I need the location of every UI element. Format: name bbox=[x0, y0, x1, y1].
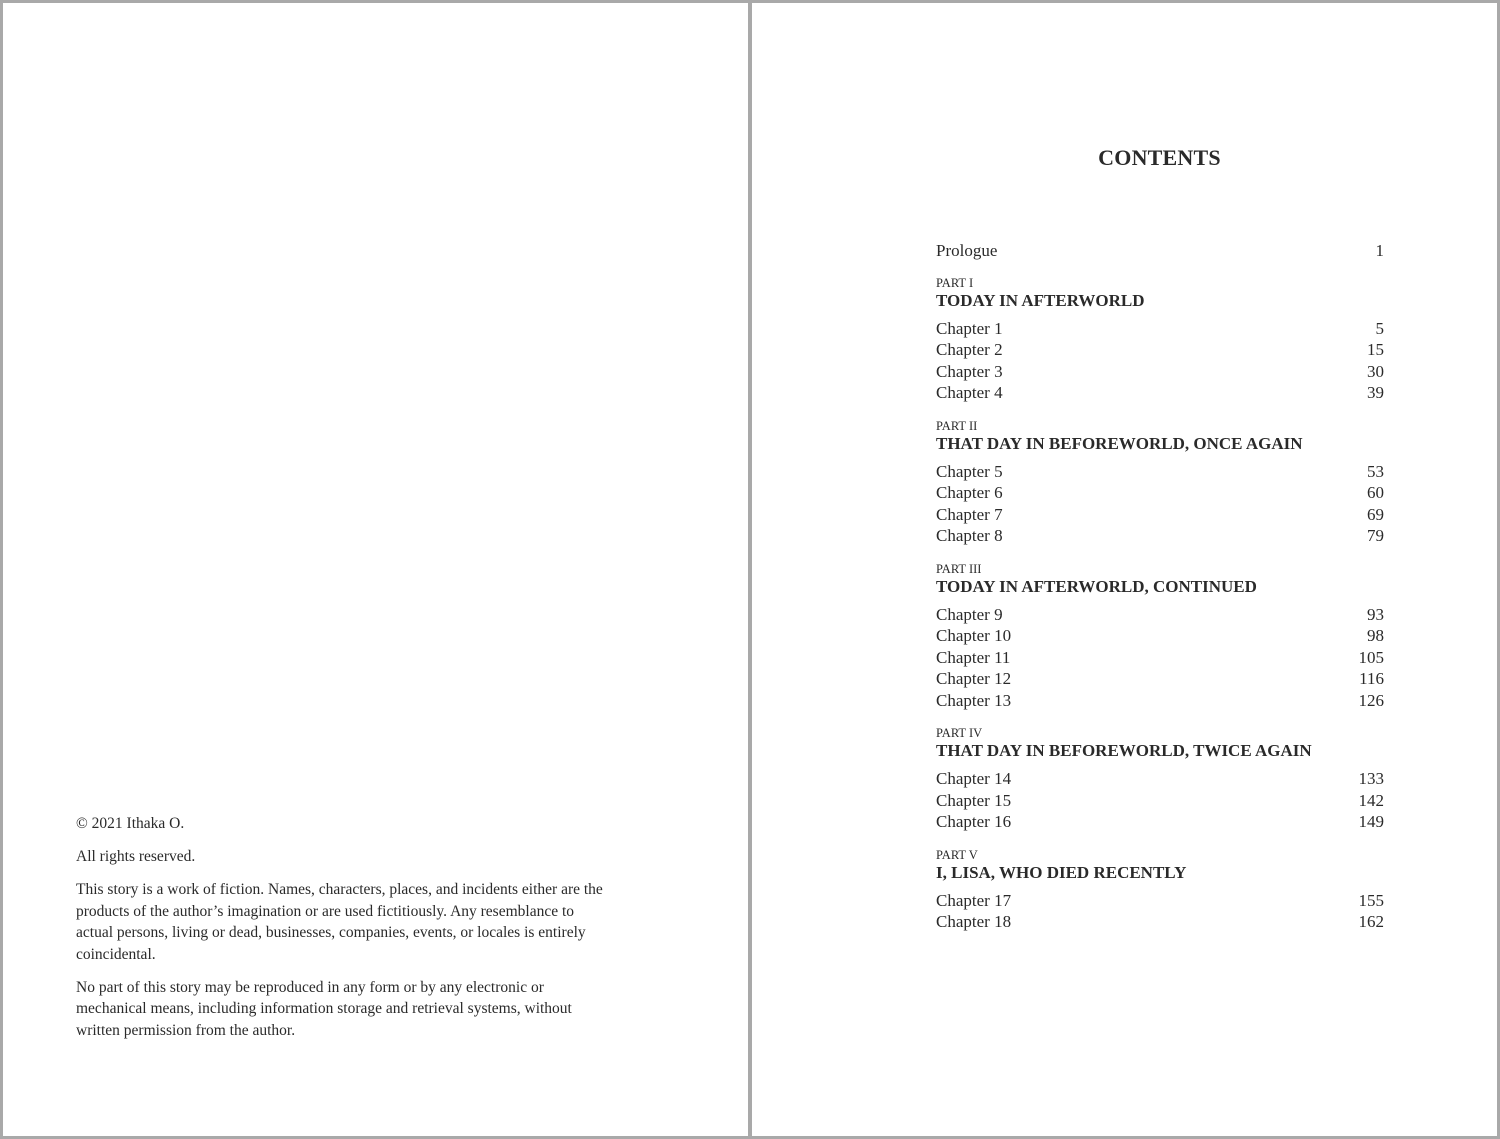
toc-entry-prologue[interactable] bbox=[936, 240, 1384, 262]
toc-entry-label: Chapter 12 bbox=[936, 669, 1012, 688]
toc-entry-page: 93 bbox=[1367, 604, 1384, 624]
copyright-page bbox=[3, 3, 748, 1136]
toc-entry-label: Chapter 5 bbox=[936, 461, 1003, 481]
toc-entry-label: Prologue bbox=[936, 241, 998, 260]
toc-entry-page: 79 bbox=[1367, 526, 1384, 545]
rights-line: All rights reserved. bbox=[76, 848, 196, 865]
part-title: TODAY IN AFTERWORLD bbox=[936, 290, 1145, 310]
toc-entry-page: 30 bbox=[1367, 361, 1384, 381]
part-label: PART III bbox=[936, 561, 982, 576]
toc-entry-page: 105 bbox=[1358, 647, 1384, 667]
toc-entry-page: 69 bbox=[1367, 504, 1384, 524]
toc-entry-chapter-2[interactable] bbox=[936, 339, 1384, 361]
toc-entry-page: 155 bbox=[1358, 890, 1384, 910]
toc-part-3 bbox=[936, 562, 1384, 712]
toc-entry-page: 1 bbox=[1375, 241, 1384, 260]
reproduction-notice: No part of this story may be reproduced in any form or by any electronic or mechanical means, including information storage and retrieval systems, without written permission from the author. bbox=[76, 978, 572, 1039]
toc-entry-label: Chapter 18 bbox=[936, 912, 1012, 931]
toc-entry-chapter-1[interactable] bbox=[936, 318, 1384, 340]
part-title: THAT DAY IN BEFOREWORLD, ONCE AGAIN bbox=[936, 433, 1303, 453]
toc-entry-page: 98 bbox=[1367, 626, 1384, 645]
part-title: TODAY IN AFTERWORLD, CONTINUED bbox=[936, 576, 1257, 596]
toc-entry-chapter-14[interactable] bbox=[936, 768, 1384, 790]
toc-part-5 bbox=[936, 848, 1384, 933]
toc-entry-chapter-12[interactable] bbox=[936, 668, 1384, 690]
toc-entry-chapter-11[interactable] bbox=[936, 647, 1384, 669]
toc-entry-chapter-7[interactable] bbox=[936, 504, 1384, 526]
toc-entry-chapter-5[interactable] bbox=[936, 461, 1384, 483]
copyright-block bbox=[76, 813, 611, 1053]
toc-entry-page: 133 bbox=[1358, 769, 1384, 788]
toc-entry-page: 53 bbox=[1367, 461, 1384, 481]
part-label: PART II bbox=[936, 418, 978, 433]
toc-part-1 bbox=[936, 276, 1384, 404]
table-of-contents bbox=[936, 240, 1384, 948]
part-label: PART IV bbox=[936, 726, 983, 740]
toc-entry-chapter-18[interactable] bbox=[936, 911, 1384, 933]
contents-title: CONTENTS bbox=[1098, 145, 1221, 170]
part-title: I, LISA, WHO DIED RECENTLY bbox=[936, 862, 1187, 882]
copyright-line: © 2021 Ithaka O. bbox=[76, 815, 185, 832]
toc-entry-chapter-10[interactable] bbox=[936, 625, 1384, 647]
toc-entry-page: 162 bbox=[1358, 912, 1384, 931]
part-title: THAT DAY IN BEFOREWORLD, TWICE AGAIN bbox=[936, 741, 1312, 760]
toc-entry-chapter-3[interactable] bbox=[936, 361, 1384, 383]
toc-entry-chapter-4[interactable] bbox=[936, 382, 1384, 404]
toc-entry-label: Chapter 14 bbox=[936, 769, 1012, 788]
toc-entry-chapter-9[interactable] bbox=[936, 604, 1384, 626]
toc-entry-label: Chapter 1 bbox=[936, 318, 1003, 338]
toc-entry-chapter-15[interactable] bbox=[936, 790, 1384, 812]
toc-entry-label: Chapter 11 bbox=[936, 647, 1011, 667]
toc-entry-label: Chapter 15 bbox=[936, 790, 1012, 810]
toc-entry-label: Chapter 16 bbox=[936, 812, 1012, 831]
toc-entry-chapter-17[interactable] bbox=[936, 890, 1384, 912]
toc-entry-page: 149 bbox=[1358, 812, 1384, 831]
toc-entry-label: Chapter 2 bbox=[936, 340, 1003, 359]
toc-entry-page: 142 bbox=[1358, 790, 1384, 810]
toc-entry-chapter-8[interactable] bbox=[936, 525, 1384, 547]
toc-entry-label: Chapter 3 bbox=[936, 361, 1003, 381]
toc-entry-page: 126 bbox=[1358, 690, 1384, 710]
contents-page bbox=[752, 3, 1497, 1136]
part-label: PART I bbox=[936, 275, 974, 290]
toc-entry-label: Chapter 4 bbox=[936, 383, 1003, 402]
toc-entry-label: Chapter 13 bbox=[936, 690, 1012, 710]
part-label: PART V bbox=[936, 847, 978, 862]
toc-part-2 bbox=[936, 419, 1384, 547]
toc-entry-page: 39 bbox=[1367, 383, 1384, 402]
toc-entry-label: Chapter 9 bbox=[936, 604, 1003, 624]
toc-entry-chapter-16[interactable] bbox=[936, 811, 1384, 833]
toc-entry-label: Chapter 17 bbox=[936, 890, 1012, 910]
fiction-notice: This story is a work of fiction. Names, characters, places, and incidents either are the products of the author’s imagination or are used fictitiously. Any resemblance to actual persons, living or dead, businesses, companies, events, or locales is entirely coincidental. bbox=[76, 881, 603, 963]
toc-entry-chapter-6[interactable] bbox=[936, 482, 1384, 504]
toc-entry-label: Chapter 8 bbox=[936, 526, 1003, 545]
toc-entry-chapter-13[interactable] bbox=[936, 690, 1384, 712]
toc-entry-page: 5 bbox=[1375, 318, 1384, 338]
toc-entry-label: Chapter 10 bbox=[936, 626, 1012, 645]
toc-entry-page: 15 bbox=[1367, 340, 1384, 359]
toc-entry-label: Chapter 6 bbox=[936, 483, 1003, 502]
toc-entry-page: 60 bbox=[1367, 483, 1384, 502]
toc-part-4 bbox=[936, 726, 1384, 833]
toc-entry-label: Chapter 7 bbox=[936, 504, 1003, 524]
toc-entry-page: 116 bbox=[1359, 669, 1384, 688]
